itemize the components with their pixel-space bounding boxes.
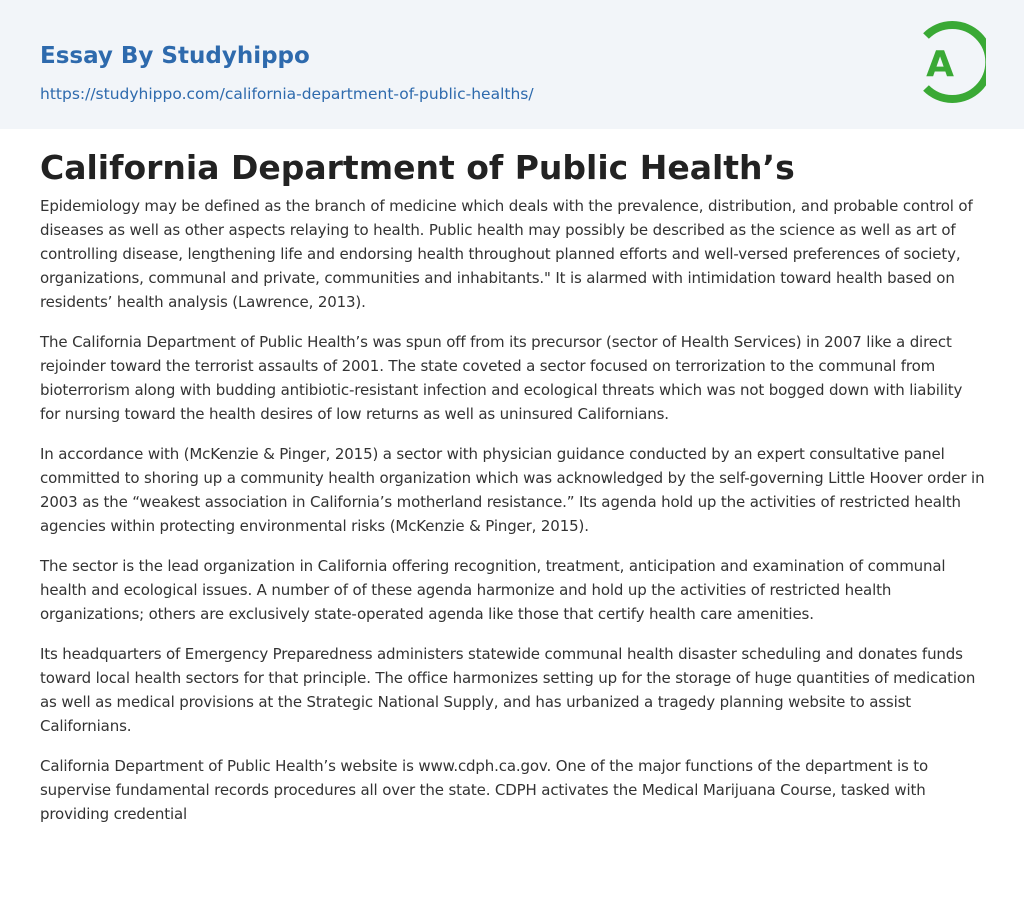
page-header [0,0,1024,129]
essay-paragraph: Its headquarters of Emergency Preparedness administers statewide communal health disaster scheduling and donates funds toward local health sectors for that principle. The office harmonizes setting up for the storage of huge quantities of medication as well as medical provisions at the Strategic National Supply, and has urbanized a tragedy planning website to assist Californians. [40,645,976,735]
essay-title: California Department of Public Health’s [40,148,795,187]
studyhippo-logo-icon[interactable] [912,20,986,104]
essay-paragraph: In accordance with (McKenzie & Pinger, 2015) a sector with physician guidance conducted by an expert consultative panel committed to shoring up a community health organization which was acknowledged by the self-governing Little Hoover order in 2003 as the “weakest association in California’s motherland resistance.” Its agenda hold up the activities of restricted health agencies within protecting environmental risks (McKenzie & Pinger, 2015). [40,445,985,535]
essay-paragraph: Epidemiology may be defined as the branch of medicine which deals with the prevalence, distribution, and probable control of diseases as well as other aspects relaying to health. Public health may possibly be described as the science as well as art of controlling disease, lengthening life and endorsing health throughout planned efforts and well-versed preferences of society, organizations, communal and private, communities and inhabitants." It is alarmed with intimidation toward health based on residents’ health analysis (Lawrence, 2013). [40,197,973,311]
essay-paragraph: The California Department of Public Health’s was spun off from its precursor (sector of Health Services) in 2007 like a direct rejoinder toward the terrorist assaults of 2001. The state coveted a sector focused on terrorization to the communal from bioterrorism along with budding antibiotic-resistant infection and ecological threats which was not bogged down with liability for nursing toward the health desires of low returns as well as uninsured Californians. [40,333,963,423]
source-url-link[interactable]: https://studyhippo.com/california-department-of-public-healths/ [40,85,534,103]
essay-paragraph: The sector is the lead organization in California offering recognition, treatment, anticipation and examination of communal health and ecological issues. A number of of these agenda harmonize and hold up the activities of restricted health organizations; others are exclusively state-operated agenda like those that certify health care amenities. [40,557,946,623]
brand-title: Essay By Studyhippo [40,43,310,69]
logo-letter: A [926,44,954,85]
essay-body [40,194,986,842]
essay-paragraph: California Department of Public Health’s website is www.cdph.ca.gov. One of the major functions of the department is to supervise fundamental records procedures all over the state. CDPH activates the Medical Marijuana Course, tasked with providing credential [40,757,929,823]
